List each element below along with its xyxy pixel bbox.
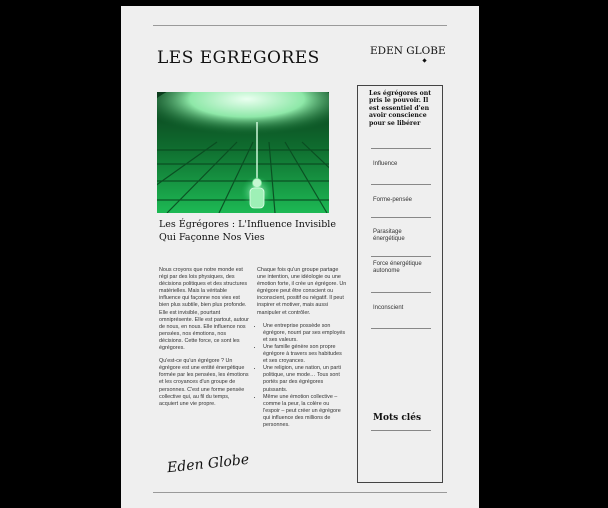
keyword-item: Influence [373,161,398,167]
keyword-item: Inconscient [373,305,404,311]
keyword-item: Force énergétique autonome [373,261,422,275]
article-headline: Les Égrégores : L'Influence Invisible Qui Façonne Nos Vies [159,219,336,243]
page-title: LES EGREGORES [157,48,320,68]
divider [371,430,431,431]
divider [371,328,431,329]
keyword-item: Parasitage énergétique [373,229,405,243]
list-item: • Une religion, une nation, un parti politique, une mode… Tous sont portés par des égrégores puissants. [263,365,347,393]
paragraph: Qu'est-ce qu'un égrégore ? Un égrégore est une entité énergétique formée par les pensées, les émotions et les croyances d'un groupe de personnes. C'est une forme pensée collective qui, au fil du temps, acquiert une vie propre. [159,358,249,407]
divider [371,184,431,185]
paragraph: Chaque fois qu'un groupe partage une intention, une idéologie ou une émotion forte, il crée un égrégore. Un égrégore peut être conscient ou inconscient, positif ou négatif. Il peut inspirer et motiver, mais aussi manipuler et contrôler. [257,267,347,316]
divider [371,292,431,293]
list-item: • Même une émotion collective – comme la peur, la colère ou l'espoir – peut créer un égrégore qui influence des millions de personnes. [263,394,347,429]
paragraph: Nous croyons que notre monde est régi par des lois physiques, des décisions politiques et des structures matérielles. Mais la véritable influence qui façonne nos vies est bien plus subtile, bien plus profonde. Elle est invisible, pourtant omniprésente. Elle est partout, autour de nous, en nous. Elle influence nos pensées, nos émotions, nos décisions. Cette force, ce sont les égrégores. [159,267,249,352]
sidebar [357,85,443,483]
divider [371,148,431,149]
list-item: • Une entreprise possède son égrégore, nourri par ses employés et ses valeurs. [263,323,347,344]
keywords-title: Mots clés [373,413,422,423]
brand-diamond-icon [422,58,426,62]
hero-image [157,92,329,213]
top-rule [153,25,447,26]
bottom-rule [153,492,447,493]
article-column-2 [257,267,347,429]
sidebar-intro: Les égrégores ont pris le pouvoir. Il est essentiel d'en avoir conscience pour se libérer [369,90,432,127]
divider [371,217,431,218]
magazine-page [121,6,479,508]
brand-name: EDEN GLOBE [370,45,446,57]
list-item: • Une famille génère son propre égrégore à travers ses habitudes et ses croyances. [263,344,347,365]
divider [371,256,431,257]
signature: Eden Globe [166,451,250,477]
bullet-list [257,323,347,429]
article-column-1 [159,267,249,414]
keyword-item: Forme-pensée [373,197,413,203]
